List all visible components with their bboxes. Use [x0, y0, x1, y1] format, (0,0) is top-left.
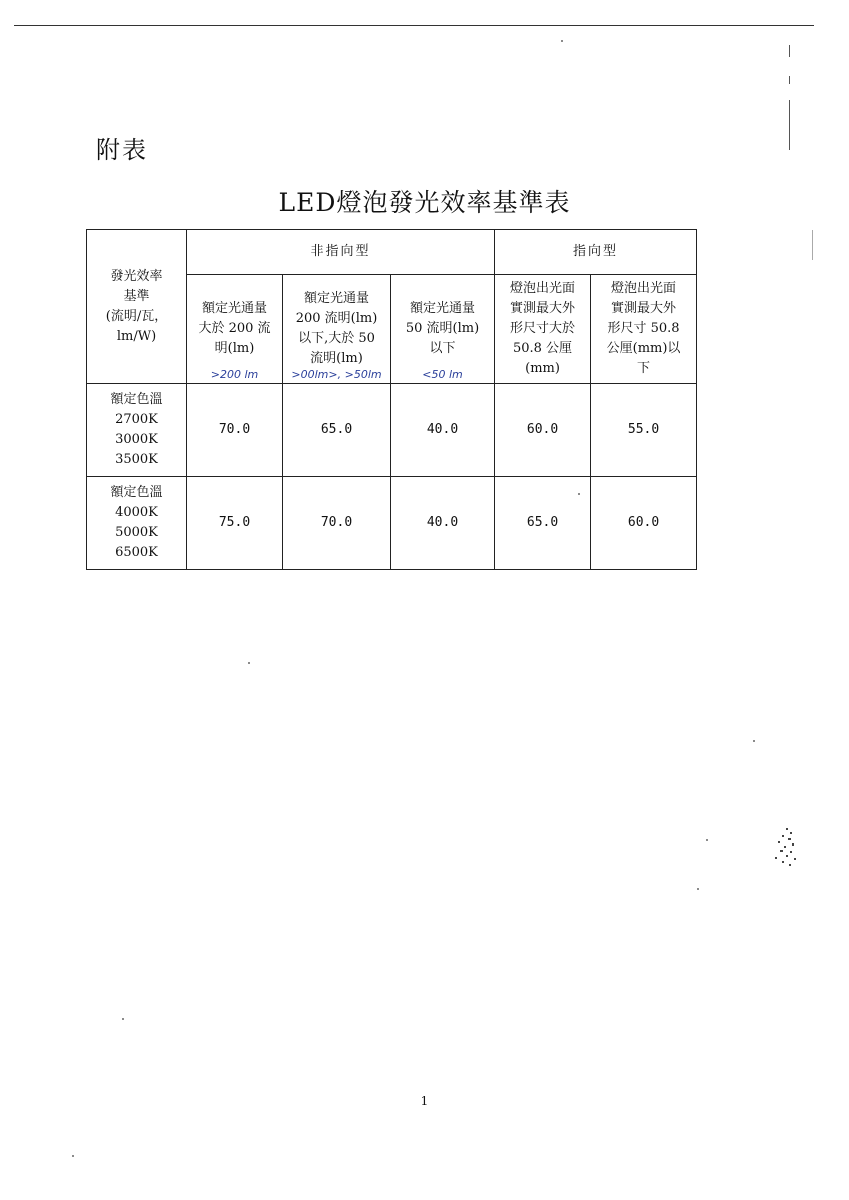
group-header-non-directional: 非指向型	[187, 230, 495, 275]
appendix-heading: 附表	[96, 136, 148, 164]
efficiency-table	[86, 229, 697, 570]
table-cell: 40.0	[391, 384, 495, 477]
table-cell: 70.0	[187, 384, 283, 477]
scan-speck	[72, 1155, 74, 1157]
page-number: 1	[420, 1094, 429, 1108]
table-cell: 60.0	[591, 477, 697, 570]
scan-edge-mark	[789, 100, 790, 150]
scan-speck	[122, 1018, 124, 1020]
column-header-label: 額定光通量 50 流明(lm) 以下	[405, 301, 480, 356]
scan-edge-mark	[789, 76, 790, 84]
scan-speck	[561, 40, 563, 42]
scan-speck	[706, 839, 708, 841]
table-cell: 65.0	[283, 384, 391, 477]
corner-header: 發光效率 基準 (流明/瓦， lm/W)	[87, 230, 187, 384]
scan-speck	[753, 740, 755, 742]
column-header-below-50lm	[391, 275, 495, 384]
handwritten-note: >00lm>, >50lm	[291, 368, 382, 381]
scan-edge-mark	[789, 45, 790, 57]
handwritten-note: <50 lm	[422, 368, 463, 381]
column-header-label: 額定光通量 200 流明(lm) 以下,大於 50 流明(lm)	[295, 291, 378, 366]
row-label: 額定色溫 4000K 5000K 6500K	[87, 477, 187, 570]
table-cell: 60.0	[495, 384, 591, 477]
scan-speck	[248, 662, 250, 664]
scan-noise	[772, 826, 800, 868]
handwritten-note: >200 lm	[210, 368, 259, 381]
column-header-size-above-50-8mm	[495, 275, 591, 384]
column-header-above-200lm	[187, 275, 283, 384]
group-header-directional: 指向型	[495, 230, 697, 275]
column-header-label: 燈泡出光面 實測最大外 形尺寸大於 50.8 公厘 (mm)	[510, 281, 576, 376]
scan-speck	[697, 888, 699, 890]
table-cell: 75.0	[187, 477, 283, 570]
row-label: 額定色溫 2700K 3000K 3500K	[87, 384, 187, 477]
table-row	[87, 477, 697, 570]
column-header-label: 額定光通量 大於 200 流 明(lm)	[198, 301, 271, 356]
table-cell: 70.0	[283, 477, 391, 570]
table-title: LED燈泡發光效率基準表	[278, 188, 571, 217]
table-cell: 40.0	[391, 477, 495, 570]
table-row	[87, 384, 697, 477]
column-header-label: 燈泡出光面 實測最大外 形尺寸 50.8 公厘(mm)以 下	[606, 281, 681, 376]
column-header-50-to-200lm	[283, 275, 391, 384]
table-cell: 55.0	[591, 384, 697, 477]
table-cell: 65.0	[495, 477, 591, 570]
column-header-size-below-50-8mm	[591, 275, 697, 384]
top-rule	[14, 25, 814, 26]
scan-edge-mark	[812, 230, 813, 260]
